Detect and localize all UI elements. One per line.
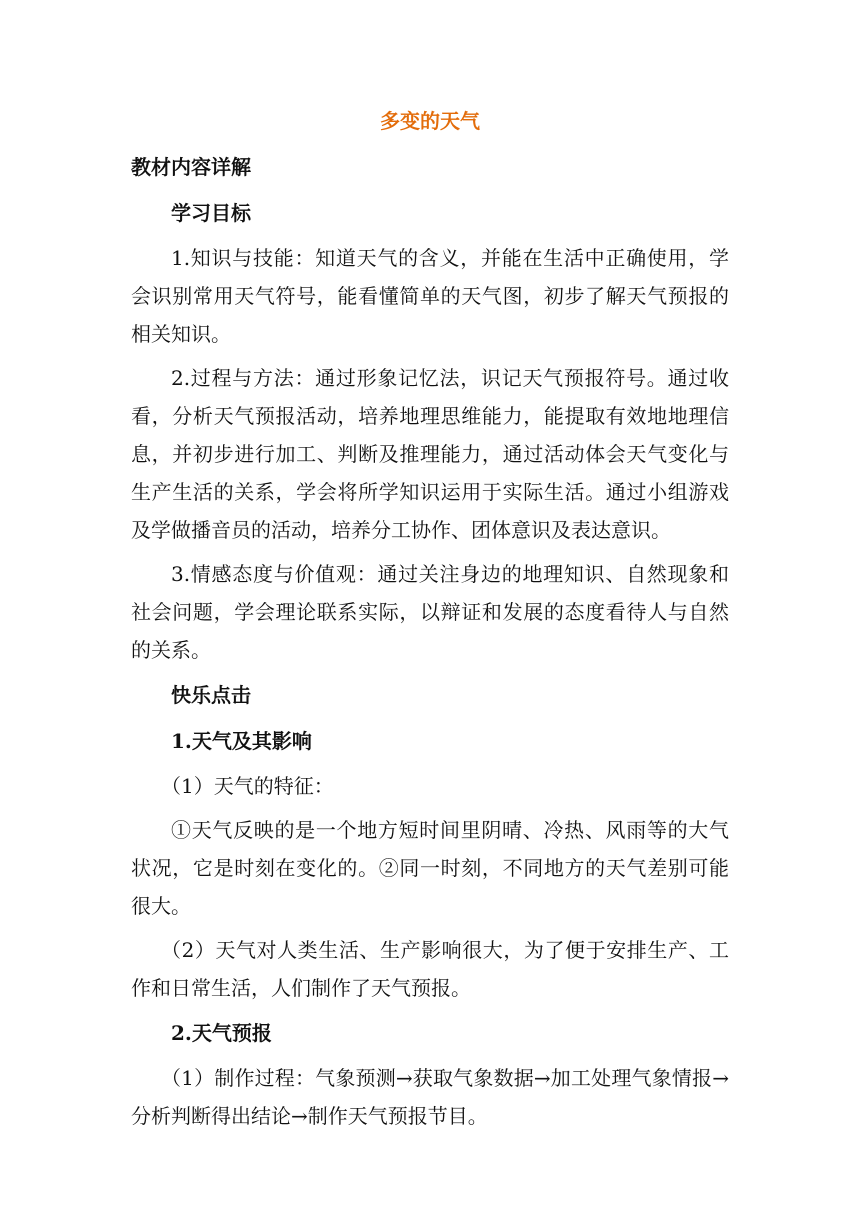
forecast-process-text: （1）制作过程：气象预测→获取气象数据→加工处理气象情报→分析判断得出结论→制作天气预报节目。 bbox=[131, 1066, 729, 1128]
weather-features-label: （1）天气的特征： bbox=[161, 774, 334, 798]
goal-attitude-values: 3.情感态度与价值观：通过关注身边的地理知识、自然现象和社会问题，学会理论联系实际，以辩证和发展的态度看待人与自然的关系。 bbox=[131, 562, 729, 662]
section-heading: 教材内容详解 bbox=[131, 155, 251, 179]
goal-process-methods: 2.过程与方法：通过形象记忆法，识记天气预报符号。通过收看，分析天气预报活动，培养地理思维能力，能提取有效地地理信息，并初步进行加工、判断及推理能力，通过活动体会天气变化与生产生活的关系，学会将所学知识运用于实际生活。通过小组游戏及学做播音员的活动，培养分工协作、团体意识及表达意识。 bbox=[131, 366, 729, 542]
goal-knowledge-skills: 1.知识与技能：知道天气的含义，并能在生活中正确使用，学会识别常用天气符号，能看懂简单的天气图，初步了解天气预报的相关知识。 bbox=[131, 246, 729, 346]
topic-weather-forecast-heading: 2.天气预报 bbox=[171, 1021, 272, 1045]
document-page bbox=[131, 101, 729, 1141]
weather-features-text: ①天气反映的是一个地方短时间里阴晴、冷热、风雨等的大气状况，它是时刻在变化的。②同一时刻，不同地方的天气差别可能很大。 bbox=[131, 818, 729, 918]
weather-impact-text: （2）天气对人类生活、生产影响很大，为了便于安排生产、工作和日常生活，人们制作了天气预报。 bbox=[131, 938, 729, 1000]
learning-goals-heading: 学习目标 bbox=[171, 201, 251, 225]
document-title: 多变的天气 bbox=[380, 109, 480, 133]
happy-click-heading: 快乐点击 bbox=[171, 683, 251, 707]
topic-weather-impact-heading: 1.天气及其影响 bbox=[171, 729, 312, 753]
